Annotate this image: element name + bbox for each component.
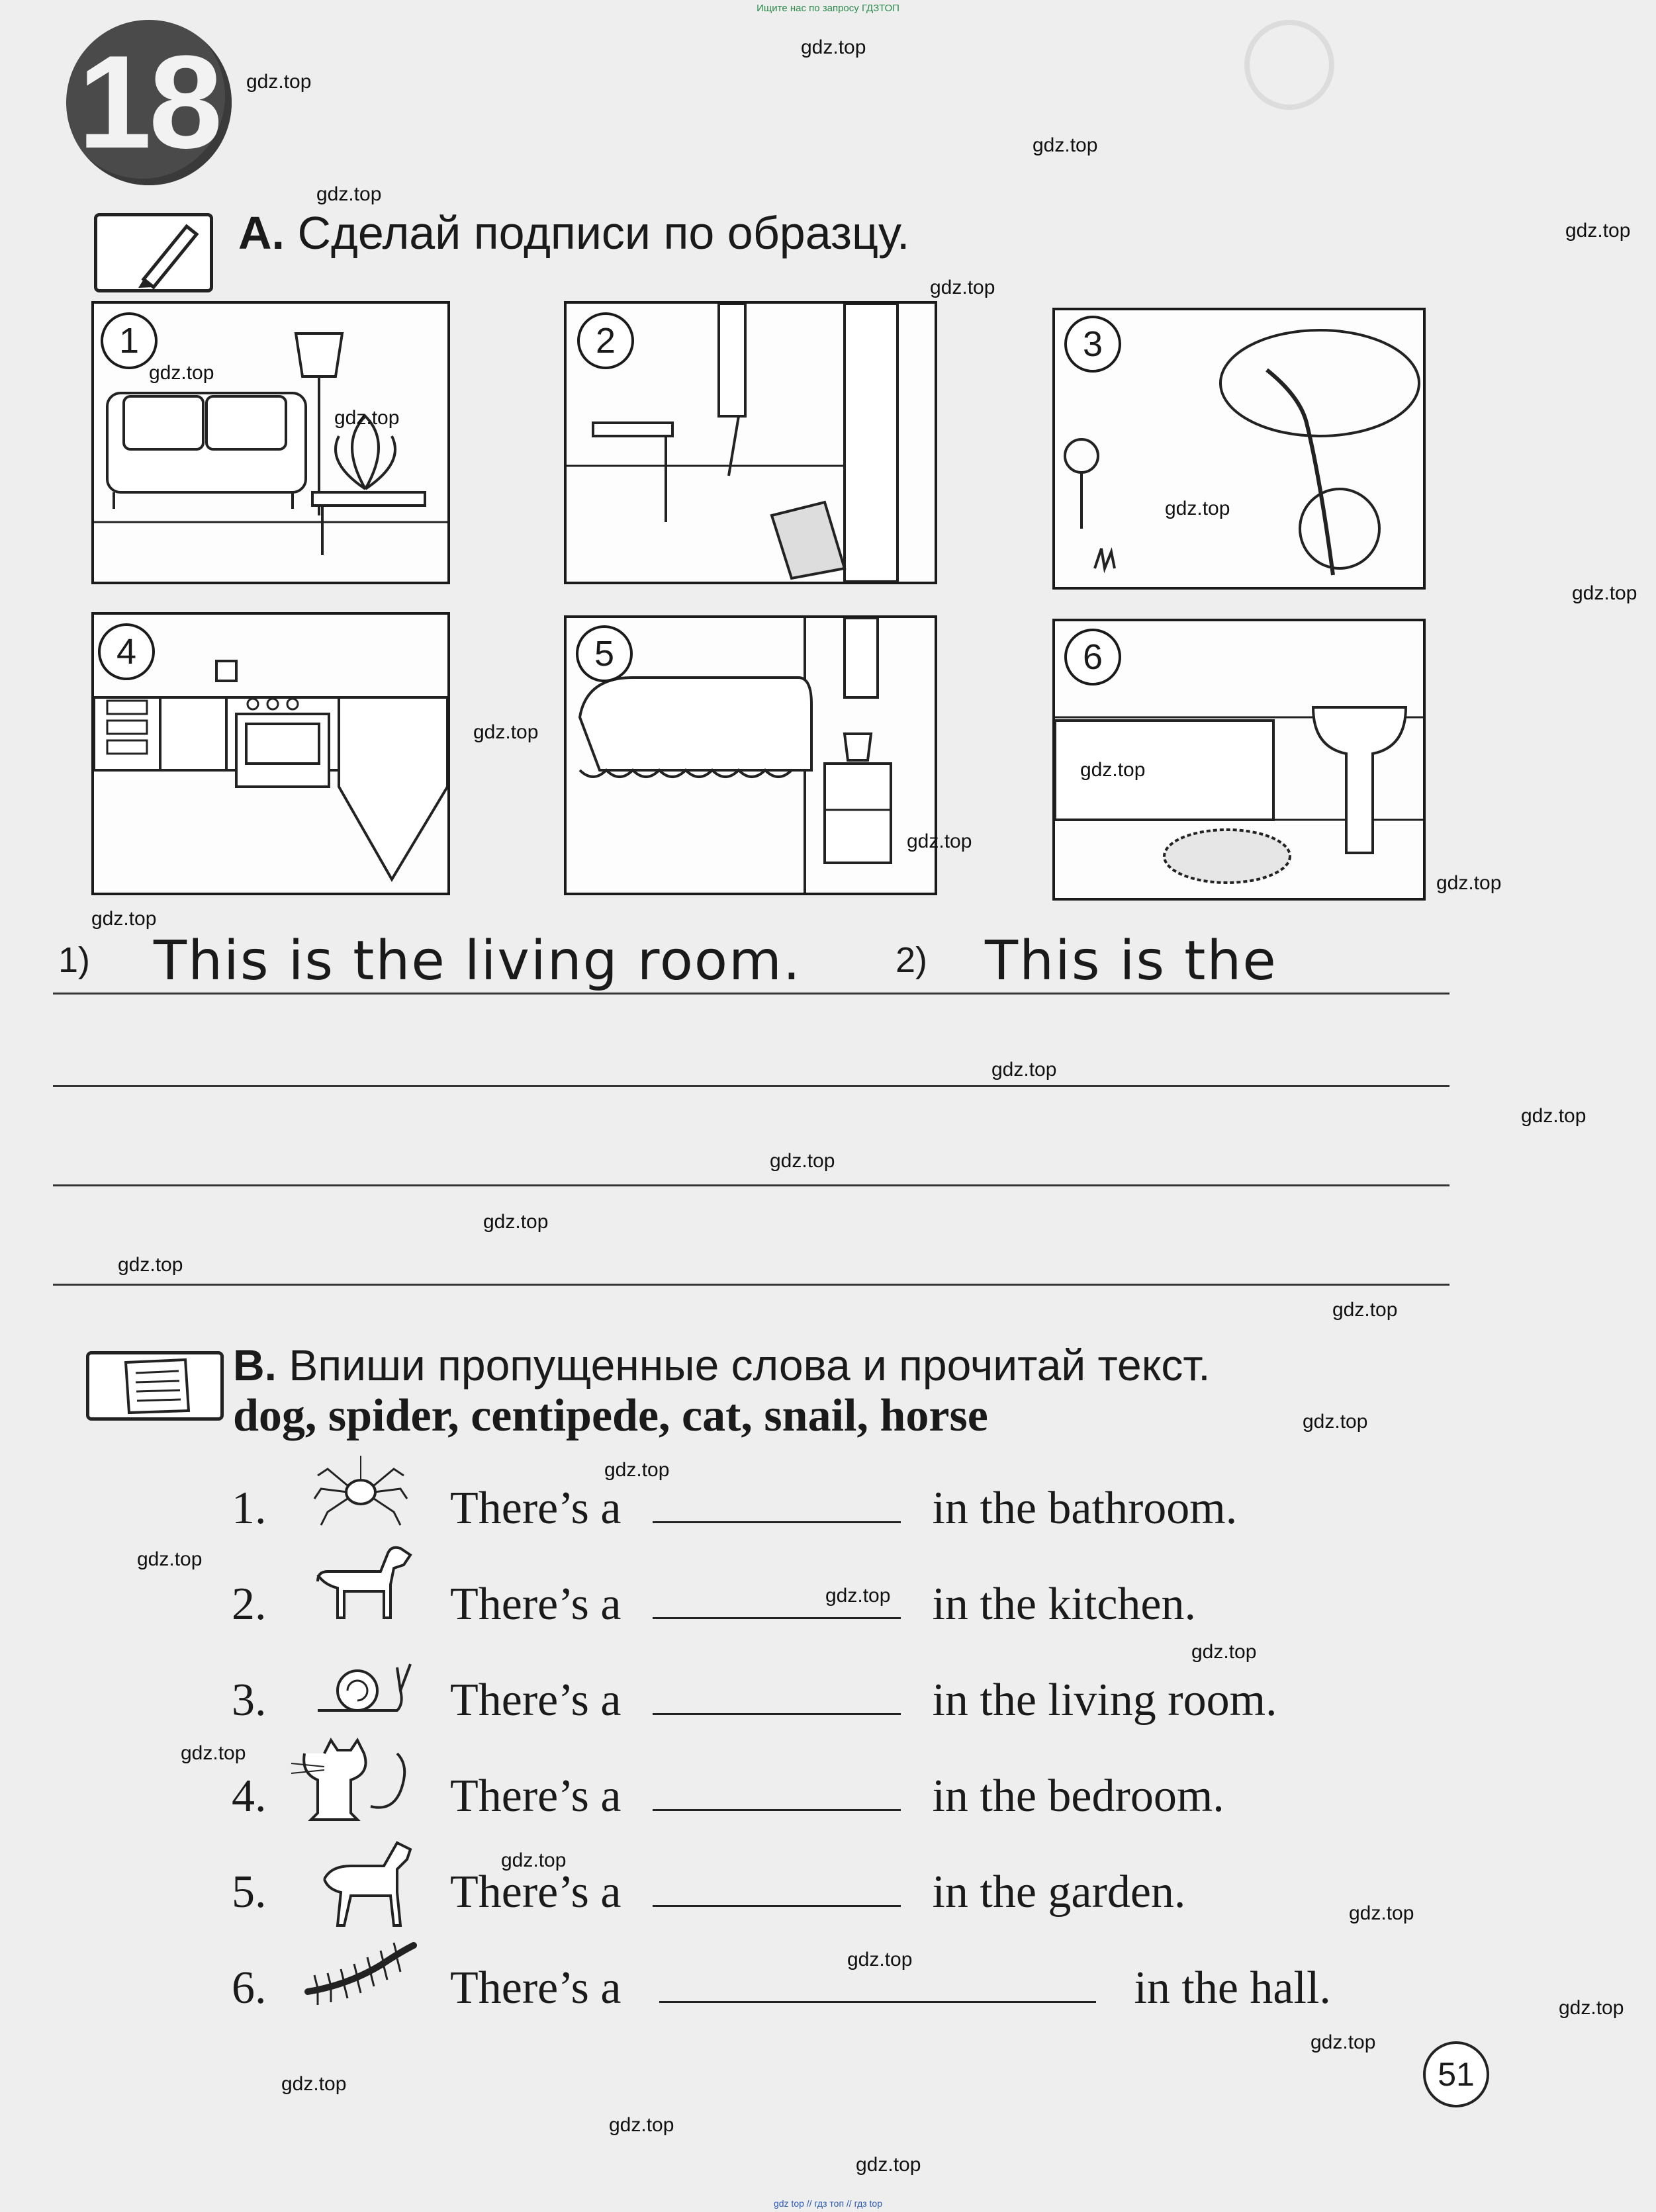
word-bank: dog, spider, centipede, cat, snail, horse (233, 1390, 988, 1441)
item-1-after: in the bathroom. (932, 1483, 1238, 1534)
watermark: gdz.top (930, 277, 995, 298)
item-2-after: in the kitchen. (932, 1579, 1196, 1630)
answer-2-text: This is the (985, 930, 1277, 993)
item-6-before: There’s a (450, 1963, 621, 2013)
watermark: gdz.top (1080, 759, 1146, 781)
centipede-icon (298, 1932, 424, 2012)
bottom-note: gdz top // гдз топ // гдз top (773, 2198, 883, 2209)
section-a-instruction: Сделай подписи по образцу. (297, 207, 910, 259)
item-5-number: 5. (232, 1867, 267, 1918)
item-4-after: in the bedroom. (932, 1771, 1224, 1822)
picture-number-5: 5 (576, 625, 633, 682)
watermark: gdz.top (334, 407, 400, 429)
watermark: gdz.top (149, 362, 214, 384)
watermark: gdz.top (281, 2073, 347, 2095)
dog-icon (304, 1542, 417, 1628)
picture-number-2: 2 (577, 312, 634, 369)
watermark: gdz.top (991, 1059, 1057, 1081)
item-5-before: There’s a (450, 1867, 621, 1918)
watermark: gdz.top (316, 183, 382, 205)
page-number: 51 (1423, 2041, 1489, 2107)
pencil-icon (94, 213, 213, 292)
watermark: gdz.top (1191, 1641, 1257, 1663)
watermark: gdz.top (181, 1742, 246, 1764)
top-note: Ищите нас по запросу ГДЗТОП (757, 3, 899, 14)
watermark: gdz.top (1033, 134, 1098, 156)
item-3-number: 3. (232, 1675, 267, 1726)
cat-icon (285, 1734, 417, 1826)
item-5-sentence (450, 1866, 1185, 1919)
section-a-letter: A. (238, 207, 285, 259)
watermark: gdz.top (825, 1585, 891, 1607)
spider-icon (311, 1456, 410, 1528)
item-5-after: in the garden. (932, 1867, 1186, 1918)
snail-icon (311, 1648, 417, 1720)
item-6-after: in the hall. (1134, 1963, 1331, 2013)
item-2-number: 2. (232, 1579, 267, 1630)
item-2-before: There’s a (450, 1579, 621, 1630)
bleed-through-circle (1244, 20, 1334, 110)
watermark: gdz.top (91, 908, 157, 930)
item-2-sentence (450, 1578, 1196, 1631)
section-a-heading (238, 206, 910, 259)
item-1-blank[interactable] (653, 1484, 901, 1523)
watermark: gdz.top (246, 71, 312, 93)
watermark: gdz.top (1303, 1411, 1368, 1433)
item-5-blank[interactable] (653, 1868, 901, 1907)
item-1-number: 1. (232, 1483, 267, 1534)
section-b-letter: B. (233, 1341, 277, 1390)
picture-number-3: 3 (1064, 316, 1121, 373)
watermark: gdz.top (1436, 872, 1502, 894)
item-3-before: There’s a (450, 1675, 621, 1726)
watermark: gdz.top (473, 721, 539, 743)
answer-1-text: This is the living room. (154, 930, 802, 993)
answer-line-4[interactable] (53, 1284, 1449, 1286)
watermark: gdz.top (604, 1459, 670, 1481)
watermark: gdz.top (1572, 582, 1637, 604)
watermark: gdz.top (1559, 1997, 1624, 2019)
item-4-blank[interactable] (653, 1772, 901, 1811)
notebook-icon (86, 1351, 224, 1421)
watermark: gdz.top (501, 1849, 567, 1871)
item-1-before: There’s a (450, 1483, 621, 1534)
watermark: gdz.top (1165, 498, 1230, 519)
answer-line-3[interactable] (53, 1184, 1449, 1186)
item-4-sentence (450, 1770, 1224, 1823)
unit-number: 18 (77, 28, 220, 176)
picture-number-4: 4 (98, 623, 155, 680)
watermark: gdz.top (483, 1211, 549, 1233)
item-1-sentence (450, 1482, 1237, 1535)
watermark: gdz.top (770, 1150, 835, 1172)
watermark: gdz.top (907, 830, 972, 852)
section-b-heading (233, 1340, 1211, 1390)
watermark: gdz.top (847, 1949, 913, 1970)
item-4-before: There’s a (450, 1771, 621, 1822)
answer-2-label: 2) (896, 940, 928, 980)
answer-line-1[interactable] (53, 993, 1449, 995)
answer-line-2[interactable] (53, 1085, 1449, 1087)
horse-icon (311, 1833, 424, 1932)
watermark: gdz.top (1311, 2031, 1376, 2053)
picture-number-1: 1 (101, 312, 158, 369)
answer-1-label: 1) (58, 940, 91, 980)
watermark: gdz.top (1349, 1902, 1414, 1924)
watermark: gdz.top (1332, 1299, 1398, 1321)
watermark: gdz.top (856, 2154, 921, 2176)
item-4-number: 4. (232, 1771, 267, 1822)
watermark: gdz.top (609, 2114, 674, 2136)
watermark: gdz.top (1565, 220, 1631, 242)
watermark: gdz.top (137, 1548, 203, 1570)
watermark: gdz.top (1521, 1105, 1587, 1127)
picture-number-6: 6 (1064, 629, 1121, 686)
watermark: gdz.top (801, 36, 866, 58)
item-3-blank[interactable] (653, 1676, 901, 1715)
item-3-after: in the living room. (932, 1675, 1277, 1726)
section-b-instruction: Впиши пропущенные слова и прочитай текст. (289, 1341, 1211, 1390)
watermark: gdz.top (118, 1254, 183, 1276)
item-6-number: 6. (232, 1963, 267, 2013)
item-3-sentence (450, 1674, 1277, 1727)
